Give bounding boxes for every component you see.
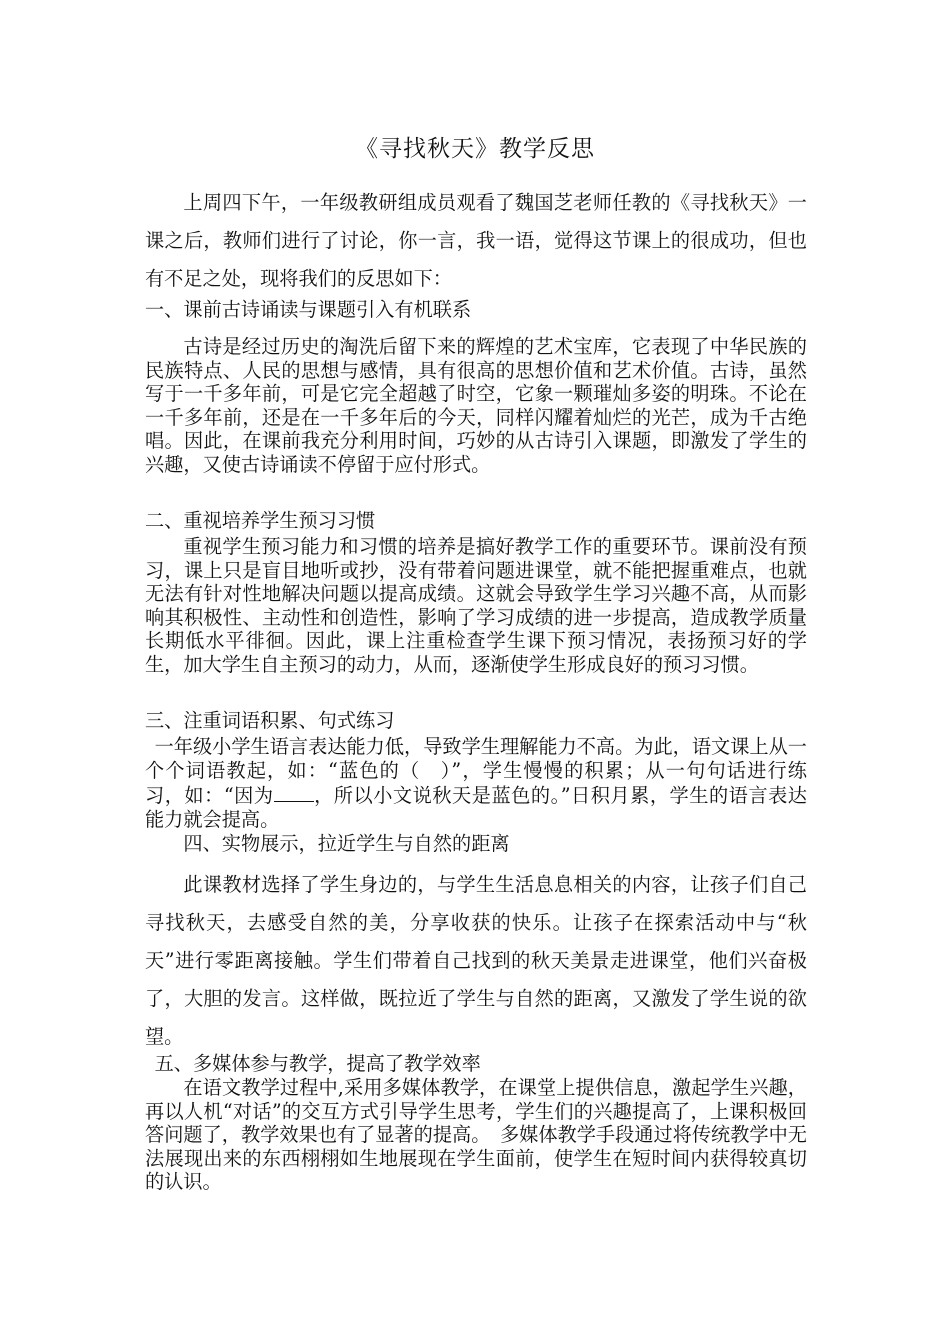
section-4-heading: 四、实物展示，拉近学生与自然的距离 bbox=[183, 832, 510, 855]
section-3-body-part2: ，所以小文说秋天是蓝色的。”日积月累，学生的语言表达能力就会提高。 bbox=[145, 784, 807, 831]
section-5-heading: 五、多媒体参与教学，提高了教学效率 bbox=[154, 1052, 481, 1075]
section-4-body: 此课教材选择了学生身边的，与学生生活息息相关的内容，让孩子们自己寻找秋天，去感受自然的美，分享收获的快乐。让孩子在探索活动中与“秋天”进行零距离接触。学生们带着自己找到的秋天美景走进课堂，他们兴奋极了，大胆的发言。这样做，既拉近了学生与自然的距离，又激发了学生说的欲望。 bbox=[145, 873, 807, 1048]
intro-paragraph: 上周四下午，一年级教研组成员观看了魏国芝老师任教的《寻找秋天》一课之后，教师们进行了讨论，你一言，我一语，觉得这节课上的很成功，但也有不足之处，现将我们的反思如下： bbox=[145, 191, 807, 290]
section-2-heading: 二、重视培养学生预习习惯 bbox=[145, 509, 376, 532]
section-3-body bbox=[145, 735, 807, 831]
section-2-body: 重视学生预习能力和习惯的培养是搞好教学工作的重要环节。课前没有预习，课上只是盲目地听或抄，没有带着问题进课堂，就不能把握重难点，也就无法有针对性地解决问题以提高成绩。这就会导致学生学习兴趣不高，从而影响其积极性、主动性和创造性，影响了学习成绩的进一步提高，造成教学质量长期低水平徘徊。因此，课上注重检查学生课下预习情况，表扬预习好的学生，加大学生自主预习的动力，从而，逐渐使学生形成良好的预习习惯。 bbox=[145, 535, 807, 676]
section-3-body-part1: 一年级小学生语言表达能力低，导致学生理解能力不高。为此，语文课上从一个个词语教起，如：“蓝色的（ ）”，学生慢慢的积累；从一句句话进行练习，如：“因为 bbox=[145, 735, 807, 808]
section-1-body: 古诗是经过历史的淘洗后留下来的辉煌的艺术宝库，它表现了中华民族的民族特点、人民的思想与感情，具有很高的思想价值和艺术价值。古诗，虽然写于一千多年前，可是它完全超越了时空，它象一颗璀灿多姿的明珠。不论在一千多年前，还是在一千多年后的今天，同样闪耀着灿烂的光芒，成为千古绝唱。因此，在课前我充分利用时间，巧妙的从古诗引入课题，即激发了学生的兴趣，又使古诗诵读不停留于应付形式。 bbox=[145, 335, 807, 476]
section-1-heading: 一、课前古诗诵读与课题引入有机联系 bbox=[145, 298, 472, 321]
document-title: 《寻找秋天》教学反思 bbox=[355, 136, 595, 162]
fill-in-blank bbox=[274, 782, 314, 802]
section-3-heading: 三、注重词语积累、句式练习 bbox=[145, 709, 395, 732]
section-5-body: 在语文教学过程中,采用多媒体教学，在课堂上提供信息，激起学生兴趣，再以人机“对话”的交互方式引导学生思考，学生们的兴趣提高了，上课积极回答问题了，教学效果也有了显著的提高。 多媒体教学手段通过将传统教学中无法展现出来的东西栩栩如生地展现在学生面前，使学生在短时间内获得较真切的认识。 bbox=[145, 1076, 807, 1193]
